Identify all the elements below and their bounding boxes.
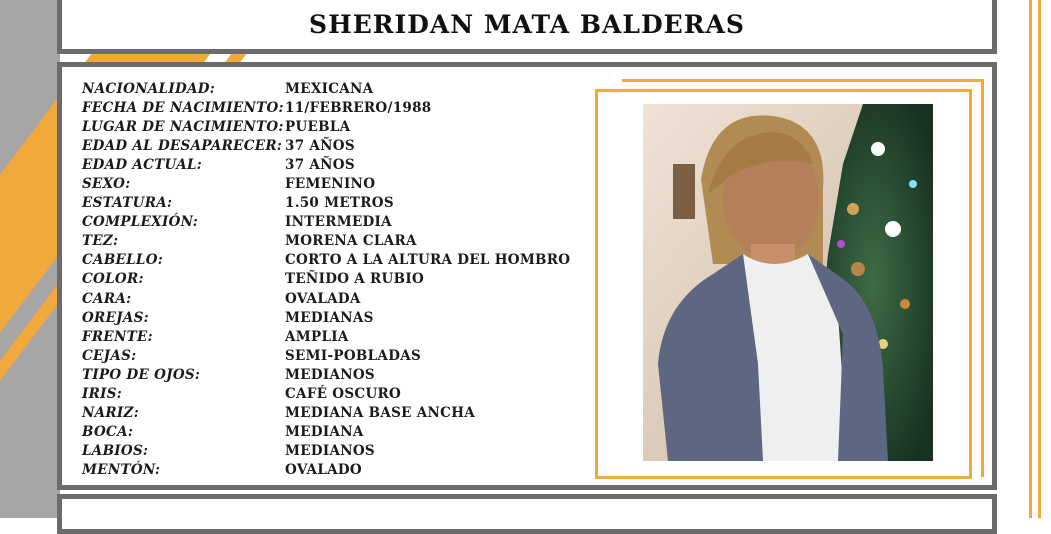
info-value: MEDIANOS [285,443,375,460]
info-label: COMPLEXIÓN: [82,214,199,231]
info-label: EDAD ACTUAL: [82,156,203,173]
info-row [82,365,570,384]
info-value: MEDIANOS [285,366,375,383]
person-photo [643,104,933,461]
info-value: OVALADO [285,462,362,479]
name-panel [57,0,997,54]
person-name: SHERIDAN MATA BALDERAS [309,9,745,39]
info-label: BOCA: [82,424,134,441]
info-list [82,79,570,480]
info-value: MORENA CLARA [285,233,417,250]
info-value: 11/FEBRERO/1988 [285,99,432,116]
info-value: AMPLIA [285,328,349,345]
info-row [82,213,570,232]
info-row [82,442,570,461]
info-value: MEDIANAS [285,309,374,326]
info-value: FEMENINO [285,176,376,193]
info-row [82,232,570,251]
info-value: MEDIANA BASE ANCHA [285,405,476,422]
bottom-panel [57,494,997,534]
info-label: CEJAS: [82,347,137,364]
info-label: FECHA DE NACIMIENTO: [82,99,284,116]
info-label: NACIONALIDAD: [82,80,216,97]
info-row [82,404,570,423]
info-row [82,98,570,117]
info-label: TIPO DE OJOS: [82,366,201,383]
info-label: CARA: [82,290,132,307]
info-value: SEMI-POBLADAS [285,347,422,364]
info-label: OREJAS: [82,309,149,326]
info-label: TEZ: [82,233,119,250]
info-label: CABELLO: [82,252,164,269]
info-label: IRIS: [82,386,123,403]
info-row [82,79,570,98]
info-value: MEXICANA [285,80,374,97]
info-label: NARIZ: [82,405,139,422]
info-value: INTERMEDIA [285,214,392,231]
info-row [82,136,570,155]
info-label: LABIOS: [82,443,149,460]
info-value: PUEBLA [285,118,351,135]
info-value: 37 AÑOS [285,156,355,173]
info-value: CORTO A LA ALTURA DEL HOMBRO [285,252,571,269]
info-label: ESTATURA: [82,195,173,212]
info-row [82,461,570,480]
info-label: FRENTE: [82,328,153,345]
info-value: OVALADA [285,290,361,307]
info-row [82,308,570,327]
info-row [82,270,570,289]
info-value: MEDIANA [285,424,364,441]
info-row [82,251,570,270]
info-row [82,155,570,174]
info-value: TEÑIDO A RUBIO [285,271,425,288]
info-value: CAFÉ OSCURO [285,386,402,403]
info-value: 1.50 METROS [285,195,394,212]
decorative-right-lines [1029,0,1041,518]
info-row [82,289,570,308]
info-label: SEXO: [82,176,131,193]
info-label: EDAD AL DESAPARECER: [82,137,283,154]
info-row [82,423,570,442]
info-value: 37 AÑOS [285,137,355,154]
info-row [82,385,570,404]
info-row [82,194,570,213]
info-row [82,346,570,365]
info-row [82,117,570,136]
info-label: MENTÓN: [82,462,161,479]
info-row [82,174,570,193]
info-label: COLOR: [82,271,144,288]
info-panel [57,62,997,490]
info-row [82,327,570,346]
info-label: LUGAR DE NACIMIENTO: [82,118,284,135]
